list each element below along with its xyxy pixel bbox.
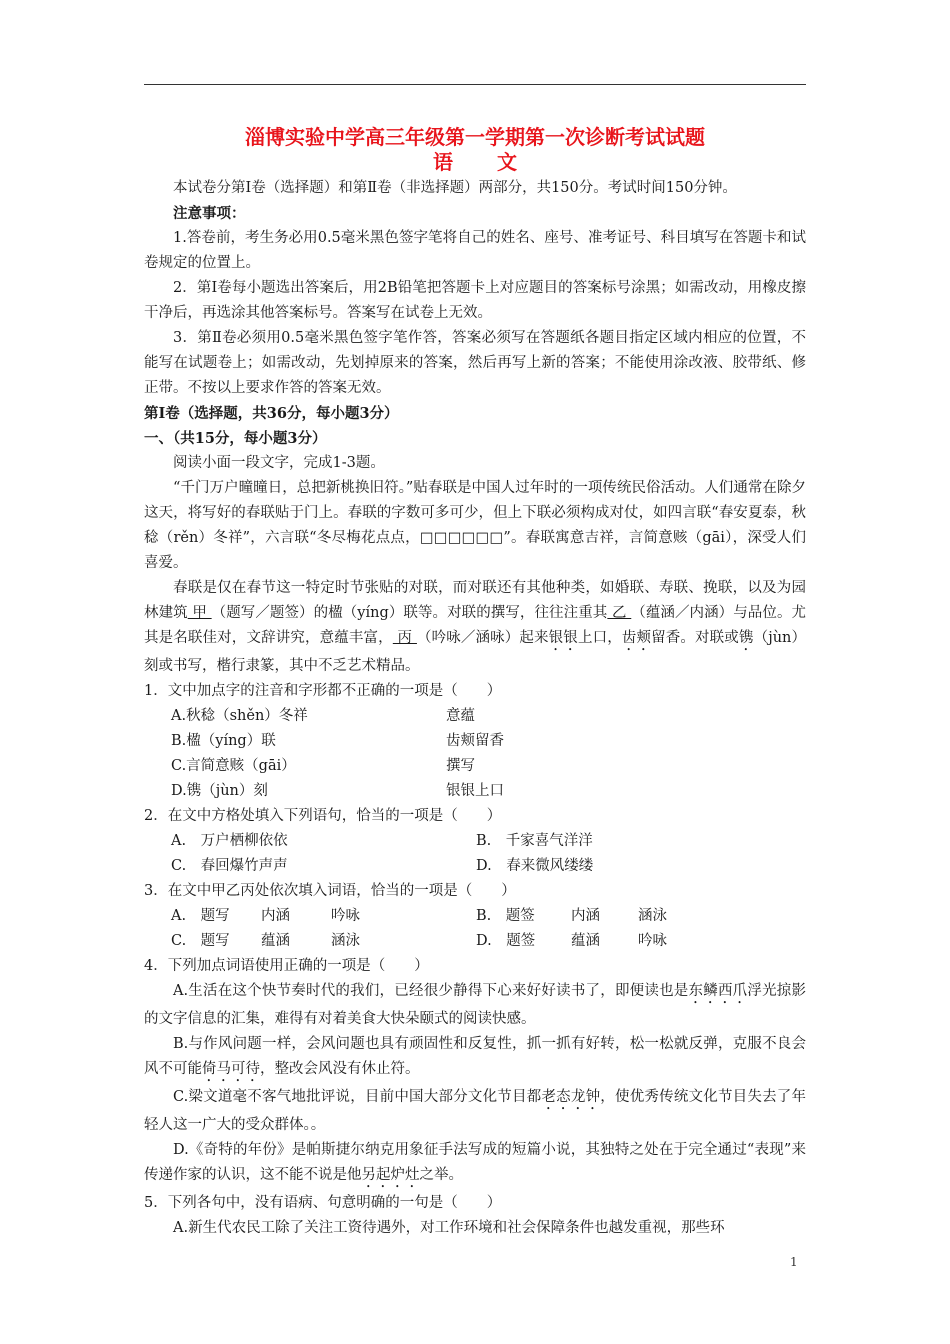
q1-option-c: C.言简意赅（gāi） 撰写 bbox=[171, 758, 475, 774]
q4-option-d: D.《奇特的年份》是帕斯捷尔纳克用象征手法写成的短篇小说，其独特之处在于完全通过“表现”来传递作家的认识，这不能不说是他另起炉灶之举。 bbox=[144, 1142, 806, 1183]
question-3-stem: 3．在文中甲乙丙处依次填入词语，恰当的一项是（ ） bbox=[144, 883, 516, 899]
intro-text: 本试卷分第Ⅰ卷（选择题）和第Ⅱ卷（非选择题）两部分，共150分。考试时间150分钟。 bbox=[173, 180, 737, 196]
question-2-stem: 2．在文中方格处填入下列语句，恰当的一项是（ ） bbox=[144, 808, 502, 824]
part1-heading: 第Ⅰ卷（选择题，共36分，每小题3分） bbox=[144, 405, 399, 422]
subject-char-2: 文 bbox=[497, 150, 517, 174]
q3-options-row-2: C. 题写 蕴涵 涵泳 D. 题签 蕴涵 吟咏 bbox=[171, 933, 667, 949]
notice-1: 1.答卷前，考生务必用0.5毫米黑色签字笔将自己的姓名、座号、准考证号、科目填写在答题卡和试卷规定的位置上。 bbox=[144, 230, 806, 271]
exam-body bbox=[144, 176, 806, 1241]
dotted-word: 另起炉灶 bbox=[361, 1167, 420, 1183]
q2-options-row-2: C. 春回爆竹声声 D. 春来微风缕缕 bbox=[171, 858, 594, 874]
dotted-word: 倚马可待 bbox=[202, 1061, 260, 1077]
q4-option-a: A.生活在这个快节奏时代的我们，已经很少静得下心来好好读书了，即便读也是东鳞西爪浮光掠影的文字信息的汇集，难得有对着美食大快朵颐式的阅读快感。 bbox=[144, 983, 807, 1027]
subject-title bbox=[144, 150, 806, 174]
dotted-word: 东鳞西爪 bbox=[688, 983, 748, 999]
notice-2: 2．第Ⅰ卷每小题选出答案后，用2B铅笔把答题卡上对应题目的答案标号涂黑；如需改动，用橡皮擦干净后，再选涂其他答案标号。答案写在试卷上无效。 bbox=[144, 280, 806, 321]
reading-instruction: 阅读小面一段文字，完成1-3题。 bbox=[173, 455, 385, 471]
q2-options-row-1: A. 万户栖柳依依 B. 千家喜气洋洋 bbox=[171, 833, 593, 849]
blank-bing: 丙 bbox=[392, 630, 417, 646]
passage-paragraph-2: 春联是仅在春节这一特定时节张贴的对联，而对联还有其他种类，如婚联、寿联、挽联，以及为园林建筑 甲 （题写／题签）的楹（yíng）联等。对联的撰写，往往注重其 乙 （蕴涵／内涵）与品位。尤其是名联佳对，文辞讲究，意蕴丰富， 丙 （吟咏／涵咏）起来银银上口，齿颊留香。对联或镌（jùn）刻或书写，楷行隶篆，其中不乏艺术精品。 bbox=[144, 580, 807, 674]
exam-title: 淄博实验中学高三年级第一学期第一次诊断考试试题 bbox=[245, 125, 705, 149]
header-rule bbox=[144, 84, 806, 85]
q5-option-a: A.新生代农民工除了关注工资待遇外，对工作环境和社会保障条件也越发重视，那些环 bbox=[173, 1220, 725, 1236]
q4-option-c: C.梁文道毫不客气地批评说，目前中国大部分文化节目都老态龙钟，使优秀传统文化节目失去了年轻人这一广大的受众群体。。 bbox=[144, 1089, 807, 1133]
passage-paragraph-1: “千门万户曈曈日，总把新桃换旧符。”贴春联是中国人过年时的一项传统民俗活动。人们通常在除夕这天，将写好的春联贴于门上。春联的字数可多可少，但上下联必须构成对仗，如四言联“春安夏泰，秋稔（rěn）冬祥”，六言联“冬尽梅花点点，□□□□□□”。春联寓意吉祥，言简意赅（gāi），深受人们喜爱。 bbox=[144, 480, 806, 571]
blank-jia: 甲 bbox=[187, 605, 212, 621]
dotted-word: 老态龙钟 bbox=[541, 1089, 601, 1105]
dotted-word: 镌 bbox=[738, 630, 754, 646]
q1-option-a: A.秋稔（shěn）冬祥 意蕴 bbox=[171, 708, 475, 724]
dotted-word: 银银 bbox=[548, 630, 578, 646]
dotted-word: 齿颊 bbox=[621, 630, 652, 646]
section1-heading: 一、（共15分，每小题3分） bbox=[144, 430, 327, 447]
q3-options-row-1: A. 题写 内涵 吟咏 B. 题签 内涵 涵泳 bbox=[171, 908, 667, 924]
notice-3: 3．第Ⅱ卷必须用0.5毫米黑色签字笔作答，答案必须写在答题纸各题目指定区域内相应的位置，不能写在试题卷上；如需改动，先划掉原来的答案，然后再写上新的答案；不能使用涂改液、胶带纸、修正带。不按以上要求作答的答案无效。 bbox=[144, 330, 806, 396]
page-number: 1 bbox=[790, 1255, 798, 1269]
blank-yi: 乙 bbox=[607, 605, 632, 621]
question-4-stem: 4．下列加点词语使用正确的一项是（ ） bbox=[144, 958, 429, 974]
q4-option-b: B.与作风问题一样，会风问题也具有顽固性和反复性，抓一抓有好转，松一松就反弹，克服不良会风不可能倚马可待，整改会风没有休止符。 bbox=[144, 1036, 806, 1077]
notice-heading: 注意事项： bbox=[173, 205, 246, 222]
question-5-stem: 5．下列各句中，没有语病、句意明确的一句是（ ） bbox=[144, 1195, 502, 1211]
question-1-stem: 1．文中加点字的注音和字形都不正确的一项是（ ） bbox=[144, 683, 502, 699]
q1-option-d: D.镌（jùn）刻 银银上口 bbox=[171, 783, 504, 799]
subject-char-1: 语 bbox=[433, 150, 453, 174]
q1-option-b: B.楹（yíng）联 齿颊留香 bbox=[171, 733, 504, 749]
